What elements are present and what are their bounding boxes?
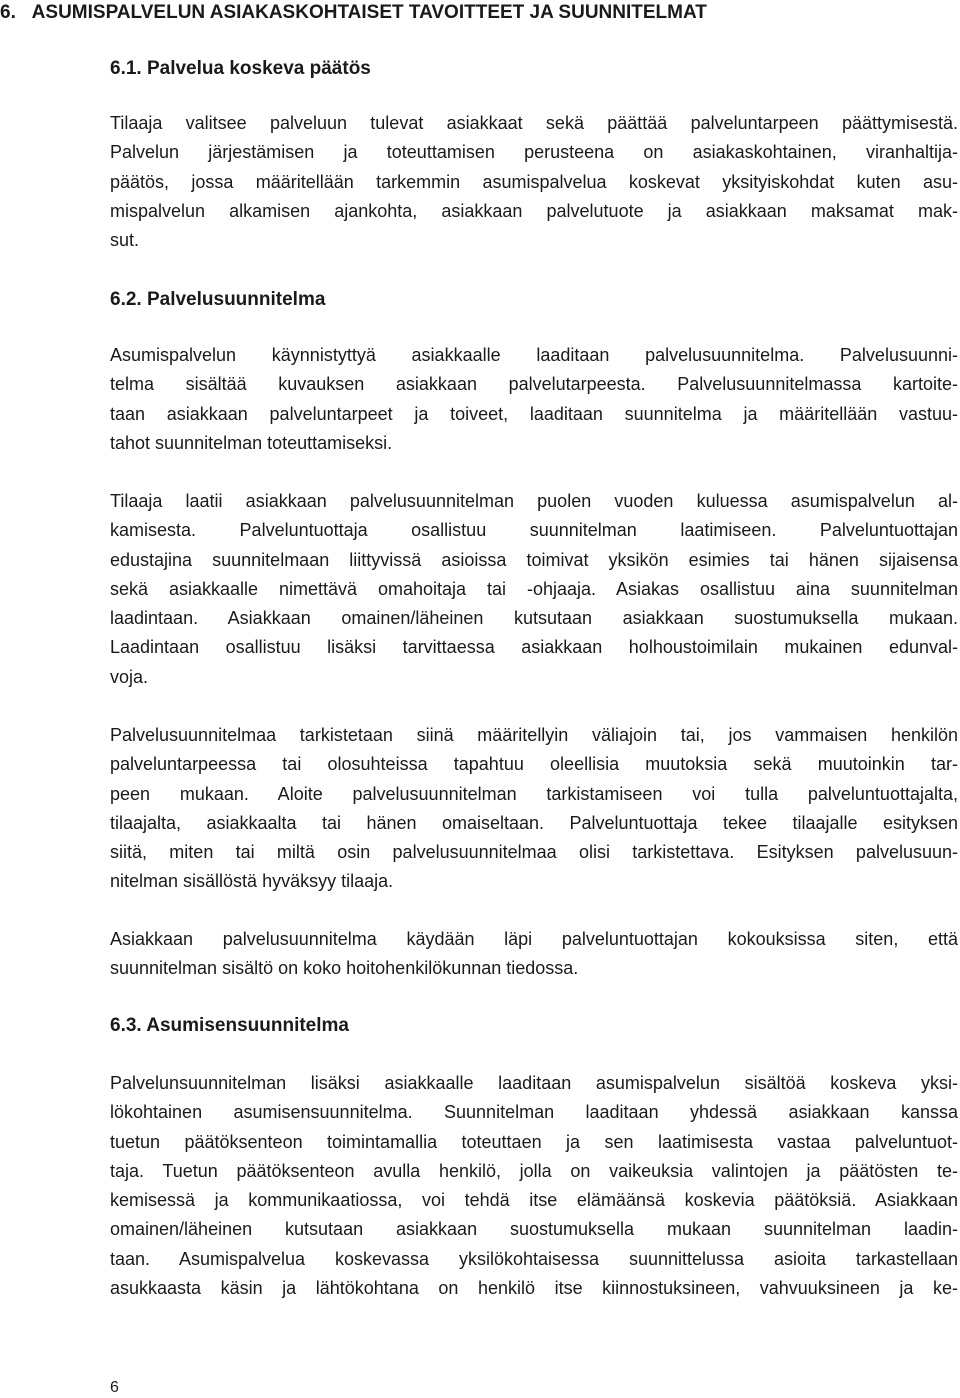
- text-line: laadintaan. Asiakkaan omainen/läheinen kutsutaan asiakkaan suostumuksella mukaan.: [110, 608, 958, 629]
- text-line: Asumispalvelun käynnistyttyä asiakkaalle laaditaan palvelusuunnitelma. Palvelusuunni-: [110, 345, 958, 365]
- section-title-6-3: 6.3. Asumisensuunnitelma: [110, 1015, 349, 1036]
- text-line: edustajina suunnitelmaan liittyvissä asioissa toimivat yksikön esimies tai hänen sijaisensa: [110, 549, 958, 570]
- text-line: taja. Tuetun päätöksenteon avulla henkilö, jolla on vaikeuksia valintojen ja päätösten te-: [110, 1160, 958, 1181]
- text-line: Palvelunsuunnitelman lisäksi asiakkaalle laaditaan asumispalvelun sisältöä koskeva yksi-: [110, 1073, 958, 1093]
- paragraph-6-3-1: [110, 1069, 958, 1303]
- text-line: sekä asiakkaalle nimettävä omahoitaja tai -ohjaaja. Asiakas osallistuu aina suunnitelman: [110, 578, 958, 599]
- text-line: nitelman sisällöstä hyväksyy tilaaja.: [110, 871, 394, 892]
- text-line: voja.: [110, 666, 149, 687]
- section-title-6-2: 6.2. Palvelusuunnitelma: [110, 289, 326, 310]
- text-line: Tilaaja laatii asiakkaan palvelusuunnitelman puolen vuoden kuluessa asumispalvelun al-: [110, 491, 958, 511]
- text-line: Tilaaja valitsee palveluun tulevat asiakkaat sekä päättää palveluntarpeen päättymisestä.: [110, 113, 958, 133]
- text-line: tilaajalta, asiakkaalta tai hänen omaiseltaan. Palveluntuottaja tekee tilaajalle esityksen: [110, 812, 958, 833]
- text-line: Laadintaan osallistuu lisäksi tarvittaessa asiakkaan holhoustoimilain mukainen edunval-: [110, 637, 958, 658]
- paragraph-6-2-2: [110, 487, 958, 692]
- text-line: Palvelun järjestämisen ja toteuttamisen perusteena on asiakaskohtainen, viranhaltija-: [110, 142, 958, 163]
- text-line: taan asiakkaan palveluntarpeet ja toiveet, laaditaan suunnitelma ja määritellään vastuu-: [110, 403, 958, 424]
- text-line: tuetun päätöksenteon toimintamallia toteuttaen ja sen laatimisesta vastaa palveluntuot-: [110, 1131, 958, 1152]
- text-line: taan. Asumispalvelua koskevassa yksilökohtaisessa suunnittelussa asioita tarkastellaan: [110, 1248, 958, 1269]
- text-line: Asiakkaan palvelusuunnitelma käydään läpi palveluntuottajan kokouksissa siten, että: [110, 929, 958, 949]
- text-line: palveluntarpeessa tai olosuhteissa tapahtuu oleellisia muutoksia sekä muutoinkin tar-: [110, 754, 958, 775]
- text-line: siitä, miten tai miltä osin palvelusuunnitelmaa olisi tarkistettava. Esityksen palvelusuun-: [110, 842, 958, 863]
- text-line: sut.: [110, 230, 140, 251]
- text-line: lökohtainen asumisensuunnitelma. Suunnitelman laaditaan yhdessä asiakkaan kanssa: [110, 1102, 958, 1123]
- text-line: asukkaasta käsin ja lähtökohtana on henkilö itse kiinnostuksineen, vahvuuksineen ja ke-: [110, 1278, 958, 1299]
- section-title-6-1: 6.1. Palvelua koskeva päätös: [110, 58, 371, 79]
- paragraph-6-1-1: [110, 109, 958, 255]
- text-line: Palvelusuunnitelmaa tarkistetaan siinä määritellyin väliajoin tai, jos vammaisen henkilön: [110, 725, 958, 745]
- text-line: päätös, jossa määritellään tarkemmin asumispalvelua koskevat yksityiskohdat kuten asu-: [110, 171, 958, 192]
- text-line: kemisessä ja kommunikaatiossa, voi tehdä itse elämäänsä koskevia päätöksiä. Asiakkaan: [110, 1190, 958, 1211]
- text-line: peen mukaan. Aloite palvelusuunnitelman tarkistamiseen voi tulla palveluntuottajalta,: [110, 783, 958, 804]
- paragraph-6-2-4: [110, 925, 958, 984]
- text-line: omainen/läheinen kutsutaan asiakkaan suostumuksella mukaan suunnitelman laadin-: [110, 1219, 958, 1240]
- text-line: suunnitelman sisältö on koko hoitohenkilökunnan tiedossa.: [110, 958, 579, 979]
- text-line: kamisesta. Palveluntuottaja osallistuu suunnitelman laatimiseen. Palveluntuottajan: [110, 520, 958, 541]
- text-line: telma sisältää kuvauksen asiakkaan palvelutarpeesta. Palvelusuunnitelmassa kartoite-: [110, 374, 958, 395]
- paragraph-6-2-1: [110, 341, 958, 458]
- paragraph-6-2-3: [110, 721, 958, 897]
- page-number: 6: [110, 1379, 119, 1396]
- text-line: tahot suunnitelman toteuttamiseksi.: [110, 432, 393, 453]
- chapter-heading: 6. ASUMISPALVELUN ASIAKASKOHTAISET TAVOITTEET JA SUUNNITELMAT: [0, 2, 707, 23]
- text-line: mispalvelun alkamisen ajankohta, asiakkaan palvelutuote ja asiakkaan maksamat mak-: [110, 200, 958, 221]
